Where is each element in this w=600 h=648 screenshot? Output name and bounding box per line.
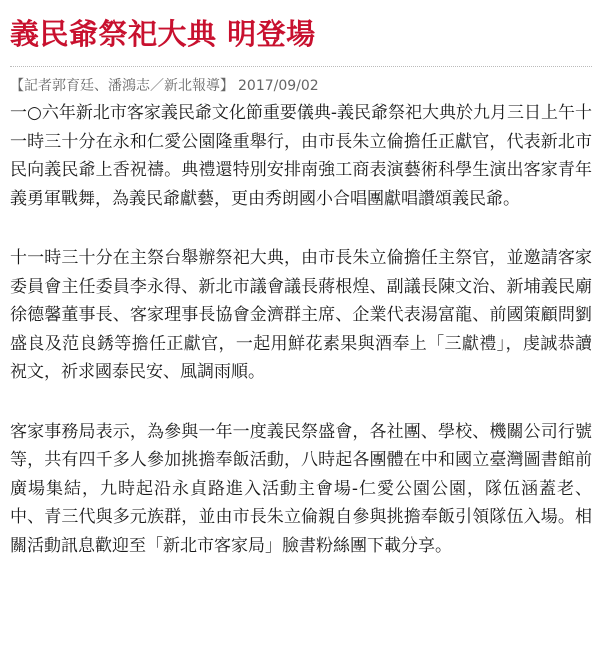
reporter-credit: 【記者郭育廷、潘鴻志／新北報導】 [10,78,234,94]
article-paragraph: 客家事務局表示，為參與一年一度義民祭盛會，各社團、學校、機關公司行號等，共有四千多人參加挑擔奉飯活動，八時起各團體在中和國立臺灣圖書館前廣場集結，九時起沿永貞路進入活動主會場-仁愛公園公園，隊伍涵蓋老、中、青三代與多元族群，並由市長朱立倫親自參與挑擔奉飯引領隊伍入場。相關活動訊息歡迎至「新北市客家局」臉書粉絲團下載分享。 [10,421,592,556]
article-paragraph: 十一時三十分在主祭台舉辦祭祀大典，由市長朱立倫擔任主祭官，並邀請客家委員會主任委員李永得、新北市議會議長蔣根煌、副議長陳文治、新埔義民廟徐德馨董事長、客家理事長協會金濟群主席、企業代表湯富龍、前國策顧問劉盛良及范良銹等擔任正獻官，一起用鮮花素果與酒奉上「三獻禮」，虔誠恭讀祝文，祈求國泰民安、風調雨順。 [10,248,592,382]
title-divider [10,66,592,67]
article-paragraph: 一○六年新北市客家義民爺文化節重要儀典-義民爺祭祀大典於九月三日上午十一時三十分在永和仁愛公園隆重舉行，由市長朱立倫擔任正獻官，代表新北市民向義民爺上香祝禱。典禮還特別安排南強工商表演藝術科學生演出客家青年義勇軍戰舞，為義民爺獻藝，更由秀朗國小合唱團獻唱讚頌義民爺。 [10,103,592,209]
article-title: 義民爺祭祀大典 明登場 [10,17,316,51]
article-byline [10,75,592,97]
publish-date: 2017/09/02 [238,78,319,94]
article-body [10,99,592,560]
